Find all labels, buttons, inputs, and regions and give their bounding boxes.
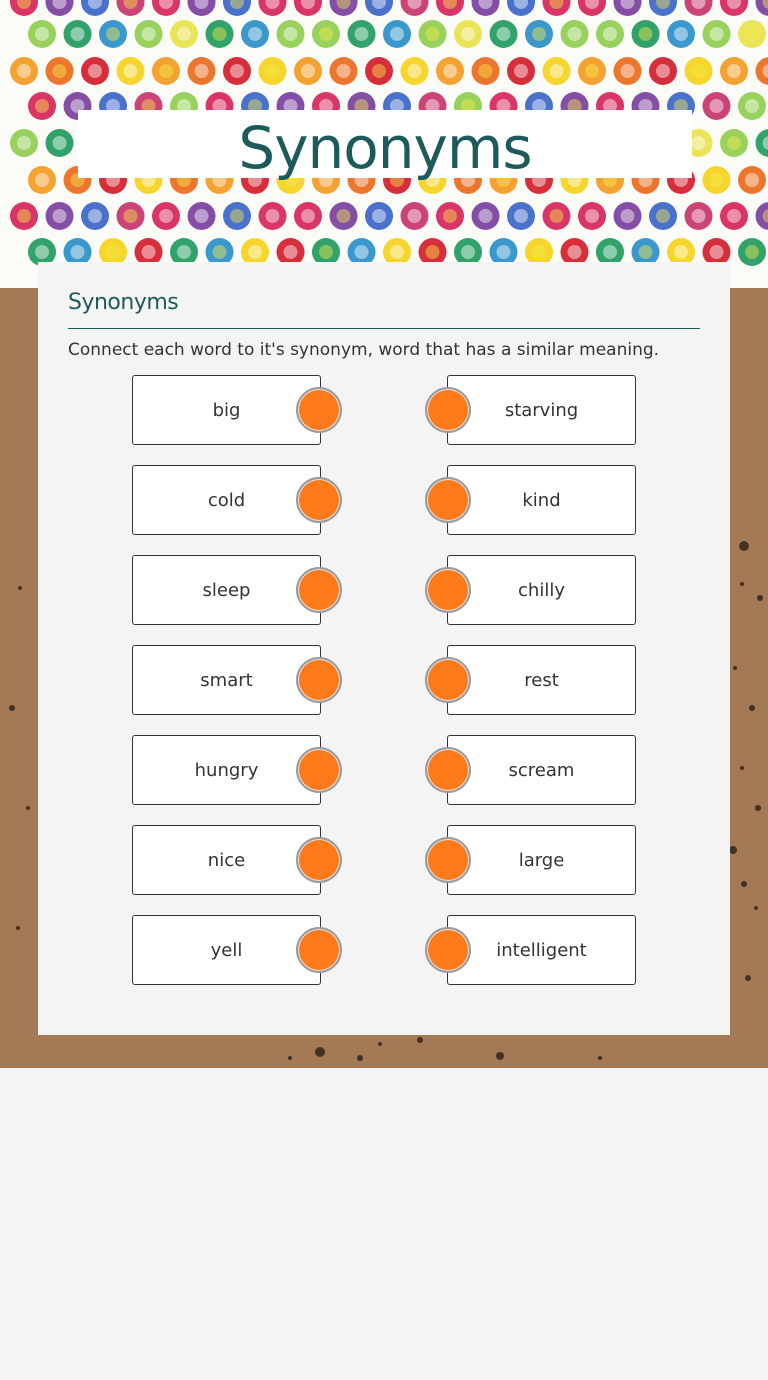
cardboard-speck [729, 846, 737, 854]
right-word-label: chilly [518, 579, 565, 601]
decorative-dot-highlight [408, 209, 422, 223]
left-word-box[interactable] [132, 915, 321, 985]
decorative-dot-highlight [603, 27, 617, 41]
decorative-dot-highlight [355, 245, 369, 259]
decorative-dot-highlight [514, 64, 528, 78]
decorative-dot-highlight [88, 64, 102, 78]
decorative-dot-highlight [710, 99, 724, 113]
left-word-box[interactable] [132, 375, 321, 445]
decorative-dot-highlight [195, 64, 209, 78]
cardboard-speck [288, 1056, 292, 1060]
decorative-dot-highlight [585, 64, 599, 78]
cardboard-speck [9, 705, 15, 711]
right-word-box[interactable] [447, 465, 636, 535]
decorative-dot-highlight [585, 209, 599, 223]
decorative-dot-highlight [692, 209, 706, 223]
decorative-dot-highlight [106, 27, 120, 41]
decorative-dot-highlight [603, 245, 617, 259]
right-connector-dot[interactable] [425, 837, 471, 883]
decorative-dot-highlight [230, 64, 244, 78]
decorative-dot-highlight [461, 27, 475, 41]
cardboard-speck [733, 666, 737, 670]
cardboard-speck [598, 1056, 602, 1060]
cardboard-speck [739, 541, 749, 551]
right-word-box[interactable] [447, 555, 636, 625]
left-connector-dot[interactable] [296, 837, 342, 883]
right-word-label: scream [508, 759, 575, 781]
decorative-dot-highlight [550, 64, 564, 78]
decorative-dot-highlight [443, 64, 457, 78]
decorative-dot-highlight [53, 209, 67, 223]
decorative-dot-highlight [727, 209, 741, 223]
decorative-dot-highlight [479, 209, 493, 223]
left-word-label: sleep [202, 579, 251, 601]
decorative-dot-highlight [461, 245, 475, 259]
decorative-dot-highlight [426, 245, 440, 259]
activity-instructions: Connect each word to it's synonym, word that has a similar meaning. [68, 340, 660, 360]
left-word-label: big [212, 399, 241, 421]
decorative-dot-highlight [17, 64, 31, 78]
decorative-dot-highlight [532, 27, 546, 41]
decorative-dot-highlight [35, 99, 49, 113]
decorative-dot-highlight [656, 209, 670, 223]
decorative-dot-highlight [727, 136, 741, 150]
activity-heading: Synonyms [68, 290, 179, 315]
decorative-dot-highlight [35, 27, 49, 41]
cardboard-speck [18, 586, 22, 590]
cardboard-speck [745, 975, 751, 981]
decorative-dot-highlight [266, 64, 280, 78]
decorative-dot-highlight [674, 245, 688, 259]
decorative-dot-highlight [17, 209, 31, 223]
decorative-dot-highlight [550, 209, 564, 223]
cardboard-speck [26, 806, 30, 810]
right-connector-dot[interactable] [425, 387, 471, 433]
decorative-dot-highlight [159, 209, 173, 223]
decorative-dot-highlight [426, 27, 440, 41]
right-word-box[interactable] [447, 825, 636, 895]
decorative-dot-highlight [745, 173, 759, 187]
decorative-dot-highlight [745, 99, 759, 113]
decorative-dot-highlight [710, 245, 724, 259]
left-word-label: nice [207, 849, 246, 871]
decorative-dot-highlight [177, 27, 191, 41]
decorative-dot-highlight [213, 27, 227, 41]
cardboard-speck [757, 595, 763, 601]
decorative-dot-highlight [248, 27, 262, 41]
decorative-dot-highlight [266, 209, 280, 223]
right-word-label: large [518, 849, 565, 871]
decorative-dot-highlight [621, 64, 635, 78]
decorative-dot-highlight [124, 64, 138, 78]
right-connector-dot[interactable] [425, 567, 471, 613]
decorative-dot-highlight [532, 245, 546, 259]
decorative-dot-highlight [390, 245, 404, 259]
page-title: Synonyms [238, 114, 532, 182]
decorative-dot-highlight [71, 245, 85, 259]
right-connector-dot[interactable] [425, 657, 471, 703]
left-word-box[interactable] [132, 735, 321, 805]
worksheet-panel [38, 262, 730, 1035]
decorative-dot-highlight [497, 245, 511, 259]
right-word-label: kind [522, 489, 561, 511]
decorative-dot-highlight [106, 245, 120, 259]
right-connector-dot[interactable] [425, 747, 471, 793]
cardboard-speck [740, 582, 744, 586]
left-connector-dot[interactable] [296, 387, 342, 433]
decorative-dot-highlight [656, 64, 670, 78]
left-connector-dot[interactable] [296, 657, 342, 703]
right-connector-dot[interactable] [425, 927, 471, 973]
left-connector-dot[interactable] [296, 477, 342, 523]
left-word-box[interactable] [132, 825, 321, 895]
decorative-dot-highlight [639, 245, 653, 259]
heading-divider [68, 328, 700, 329]
decorative-dot-highlight [301, 64, 315, 78]
decorative-dot-highlight [497, 27, 511, 41]
decorative-dot-highlight [301, 209, 315, 223]
decorative-dot-highlight [621, 209, 635, 223]
left-connector-dot[interactable] [296, 747, 342, 793]
decorative-dot-highlight [71, 27, 85, 41]
title-band [78, 110, 692, 182]
decorative-dot-highlight [195, 209, 209, 223]
decorative-dot-highlight [372, 64, 386, 78]
decorative-dot-highlight [514, 209, 528, 223]
decorative-dot-highlight [372, 209, 386, 223]
decorative-dot-highlight [479, 64, 493, 78]
decorative-dot-highlight [319, 27, 333, 41]
decorative-dot-highlight [639, 27, 653, 41]
cardboard-speck [496, 1052, 504, 1060]
decorative-dot-highlight [124, 209, 138, 223]
decorative-dot-highlight [213, 245, 227, 259]
decorative-dot-highlight [17, 136, 31, 150]
cardboard-speck [754, 906, 758, 910]
decorative-dot-highlight [177, 245, 191, 259]
cardboard-speck [749, 705, 755, 711]
right-word-box[interactable] [447, 375, 636, 445]
right-word-label: intelligent [496, 939, 587, 961]
decorative-dot-highlight [337, 64, 351, 78]
decorative-dot-highlight [390, 27, 404, 41]
decorative-dot-highlight [88, 209, 102, 223]
cardboard-speck [417, 1037, 423, 1043]
decorative-dot-highlight [142, 27, 156, 41]
decorative-dot-highlight [692, 136, 706, 150]
decorative-dot-highlight [248, 245, 262, 259]
decorative-dot-highlight [337, 209, 351, 223]
decorative-dot-highlight [230, 209, 244, 223]
right-word-box[interactable] [447, 735, 636, 805]
left-word-box[interactable] [132, 555, 321, 625]
decorative-dot-highlight [53, 64, 67, 78]
left-connector-dot[interactable] [296, 567, 342, 613]
decorative-dot-highlight [568, 27, 582, 41]
decorative-dot-highlight [159, 64, 173, 78]
right-connector-dot[interactable] [425, 477, 471, 523]
left-word-label: yell [210, 939, 243, 961]
decorative-dot-highlight [142, 245, 156, 259]
decorative-dot-highlight [745, 27, 759, 41]
decorative-dot-highlight [35, 173, 49, 187]
right-word-label: starving [504, 399, 579, 421]
cardboard-speck [741, 881, 747, 887]
left-word-box[interactable] [132, 645, 321, 715]
cardboard-speck [755, 805, 761, 811]
decorative-dot-highlight [692, 64, 706, 78]
decorative-dot-highlight [284, 245, 298, 259]
decorative-dot-highlight [35, 245, 49, 259]
decorative-dot-highlight [284, 27, 298, 41]
cardboard-speck [357, 1055, 363, 1061]
decorative-dot-highlight [745, 245, 759, 259]
cardboard-speck [16, 926, 20, 930]
decorative-dot-highlight [710, 173, 724, 187]
right-word-box[interactable] [447, 645, 636, 715]
decorative-dot-highlight [443, 209, 457, 223]
decorative-dot-highlight [355, 27, 369, 41]
left-connector-dot[interactable] [296, 927, 342, 973]
left-word-box[interactable] [132, 465, 321, 535]
cardboard-speck [378, 1042, 382, 1046]
decorative-dot-highlight [727, 64, 741, 78]
cardboard-speck [740, 766, 744, 770]
decorative-dot-highlight [710, 27, 724, 41]
left-word-label: hungry [194, 759, 259, 781]
decorative-dot-highlight [674, 27, 688, 41]
cardboard-speck [315, 1047, 325, 1057]
decorative-dot-highlight [319, 245, 333, 259]
right-word-box[interactable] [447, 915, 636, 985]
left-word-label: smart [200, 669, 253, 691]
right-word-label: rest [524, 669, 559, 691]
left-word-label: cold [207, 489, 246, 511]
decorative-dot-highlight [408, 64, 422, 78]
decorative-dot-highlight [53, 136, 67, 150]
decorative-dot-highlight [568, 245, 582, 259]
